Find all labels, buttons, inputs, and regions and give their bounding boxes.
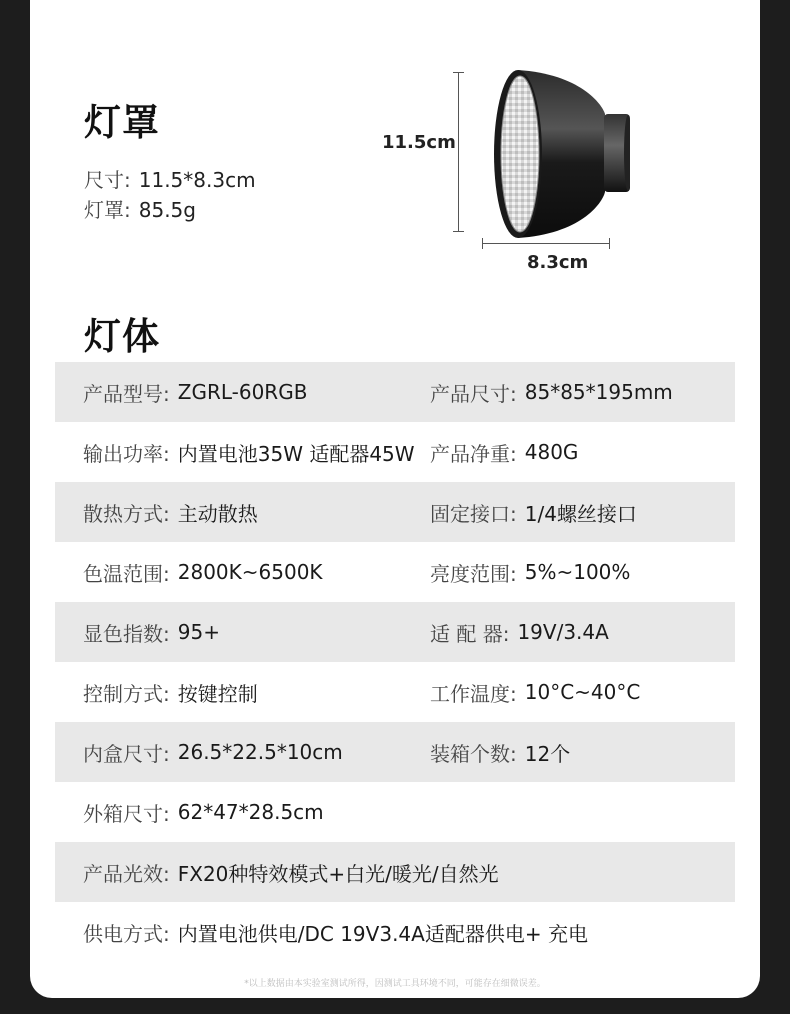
table-row	[55, 482, 735, 542]
spec-value: 按键控制	[177, 681, 258, 706]
table-row	[55, 842, 735, 902]
lampshade-size-value: 11.5*8.3cm	[138, 168, 256, 192]
spec-value: 19V/3.4A	[517, 620, 609, 644]
spec-value: 12个	[524, 741, 571, 766]
spec-label: 工作温度:	[430, 681, 517, 706]
spec-label: 产品型号:	[83, 381, 170, 406]
table-row	[55, 422, 735, 482]
width-dimension-label: 8.3cm	[527, 252, 589, 273]
spec-label: 控制方式:	[83, 681, 170, 706]
spec-table	[55, 362, 735, 962]
table-row	[55, 722, 735, 782]
lampshade-weight-label: 灯罩:	[84, 198, 131, 222]
table-row	[55, 542, 735, 602]
disclaimer-footnote: *以上数据由本实验室测试所得，因测试工具环境不同，可能存在细微误差。	[244, 979, 546, 989]
reflector-image	[470, 64, 630, 244]
table-row	[55, 362, 735, 422]
content-card	[30, 0, 760, 998]
spec-label: 供电方式:	[83, 921, 170, 946]
table-row	[55, 662, 735, 722]
spec-label: 内盒尺寸:	[83, 741, 170, 766]
spec-value: ZGRL-60RGB	[177, 380, 308, 404]
spec-label: 散热方式:	[83, 501, 170, 526]
spec-value: 内置电池35W 适配器45W	[177, 441, 415, 466]
spec-value: FX20种特效模式+白光/暖光/自然光	[177, 861, 499, 886]
lampshade-weight	[84, 194, 196, 223]
spec-value: 主动散热	[177, 501, 258, 526]
spec-label: 固定接口:	[430, 501, 517, 526]
spec-value: 85*85*195mm	[524, 380, 673, 404]
lampshade-size	[84, 164, 256, 193]
height-dimension-line	[458, 72, 459, 232]
body-title: 灯体	[84, 315, 160, 358]
spec-label: 外箱尺寸:	[83, 801, 170, 826]
spec-label: 装箱个数:	[430, 741, 517, 766]
spec-value: 2800K~6500K	[177, 560, 323, 584]
height-dimension-label: 11.5cm	[382, 132, 456, 153]
spec-value: 5%~100%	[524, 560, 631, 584]
lampshade-weight-value: 85.5g	[138, 198, 196, 222]
spec-label: 产品尺寸:	[430, 381, 517, 406]
spec-value: 62*47*28.5cm	[177, 800, 324, 824]
spec-label: 亮度范围:	[430, 561, 517, 586]
lampshade-title: 灯罩	[84, 101, 160, 144]
table-row	[55, 602, 735, 662]
spec-value: 26.5*22.5*10cm	[177, 740, 343, 764]
spec-value: 内置电池供电/DC 19V3.4A适配器供电+ 充电	[177, 921, 588, 946]
table-row	[55, 782, 735, 842]
spec-value: 95+	[177, 620, 220, 644]
table-row	[55, 902, 735, 962]
spec-value: 10°C~40°C	[524, 680, 641, 704]
spec-label: 色温范围:	[83, 561, 170, 586]
spec-value: 1/4螺丝接口	[524, 501, 637, 526]
lampshade-size-label: 尺寸:	[84, 168, 131, 192]
spec-label: 显色指数:	[83, 621, 170, 646]
spec-label: 适 配 器:	[430, 621, 510, 646]
spec-label: 产品光效:	[83, 861, 170, 886]
spec-value: 480G	[524, 440, 579, 464]
width-dimension-line	[482, 243, 610, 244]
spec-label: 产品净重:	[430, 441, 517, 466]
spec-label: 输出功率:	[83, 441, 170, 466]
